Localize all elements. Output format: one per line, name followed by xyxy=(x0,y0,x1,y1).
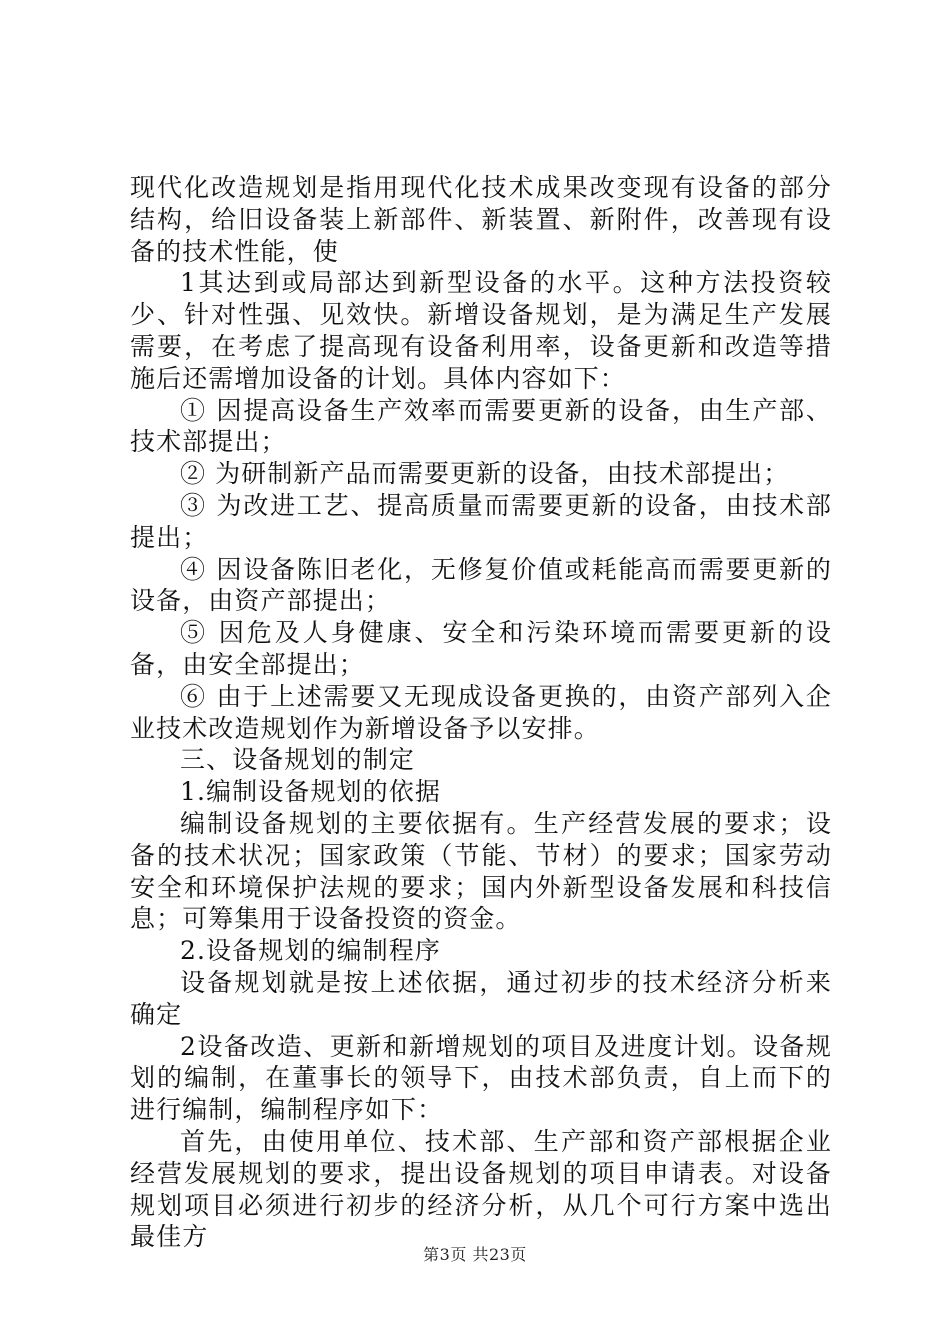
paragraph-4: 设备规划就是按上述依据，通过初步的技术经济分析来确定 xyxy=(130,967,832,1029)
list-item-1: ① 因提高设备生产效率而需要更新的设备，由生产部、技术部提出； xyxy=(130,395,832,457)
paragraph-3: 编制设备规划的主要依据有。生产经营发展的要求；设备的技术状况；国家政策（节能、节材）的要求；国家劳动安全和环境保护法规的要求；国内外新型设备发展和科技信息；可筹集用于设备投资的资金。 xyxy=(130,808,832,934)
list-item-4: ④ 因设备陈旧老化，无修复价值或耗能高而需要更新的设备，由资产部提出； xyxy=(130,554,832,616)
list-item-5: ⑤ 因危及人身健康、安全和污染环境而需要更新的设备，由安全部提出； xyxy=(130,618,832,679)
document-body xyxy=(130,172,832,1253)
page-number-footer: 第3页 共23页 xyxy=(423,1245,527,1264)
paragraph-1: 现代化改造规划是指用现代化技术成果改变现有设备的部分结构，给旧设备装上新部件、新装置、新附件，改善现有设备的技术性能，使 xyxy=(130,173,832,266)
subsection-heading-1: 1.编制设备规划的依据 xyxy=(180,777,441,807)
paragraph-6: 首先，由使用单位、技术部、生产部和资产部根据企业经营发展规划的要求，提出设备规划的项目申请表。对设备规划项目必须进行初步的经济分析，从几个可行方案中选出最佳方 xyxy=(130,1126,832,1252)
subsection-heading-2: 2.设备规划的编制程序 xyxy=(180,936,441,966)
list-item-6: ⑥ 由于上述需要又无现成设备更换的，由资产部列入企业技术改造规划作为新增设备予以安排。 xyxy=(130,681,832,743)
list-item-3: ③ 为改进工艺、提高质量而需要更新的设备，由技术部提出； xyxy=(130,490,832,552)
section-heading: 三、设备规划的制定 xyxy=(180,745,415,775)
paragraph-2: 1其达到或局部达到新型设备的水平。这种方法投资较少、针对性强、见效快。新增设备规划，是为满足生产发展需要，在考虑了提高现有设备利用率，设备更新和改造等措施后还需增加设备的计划。具体内容如下： xyxy=(130,268,832,393)
list-item-2: ② 为研制新产品而需要更新的设备，由技术部提出； xyxy=(180,459,790,489)
paragraph-5: 2设备改造、更新和新增规划的项目及进度计划。设备规划的编制，在董事长的领导下，由技术部负责，自上而下的进行编制，编制程序如下： xyxy=(130,1031,832,1125)
